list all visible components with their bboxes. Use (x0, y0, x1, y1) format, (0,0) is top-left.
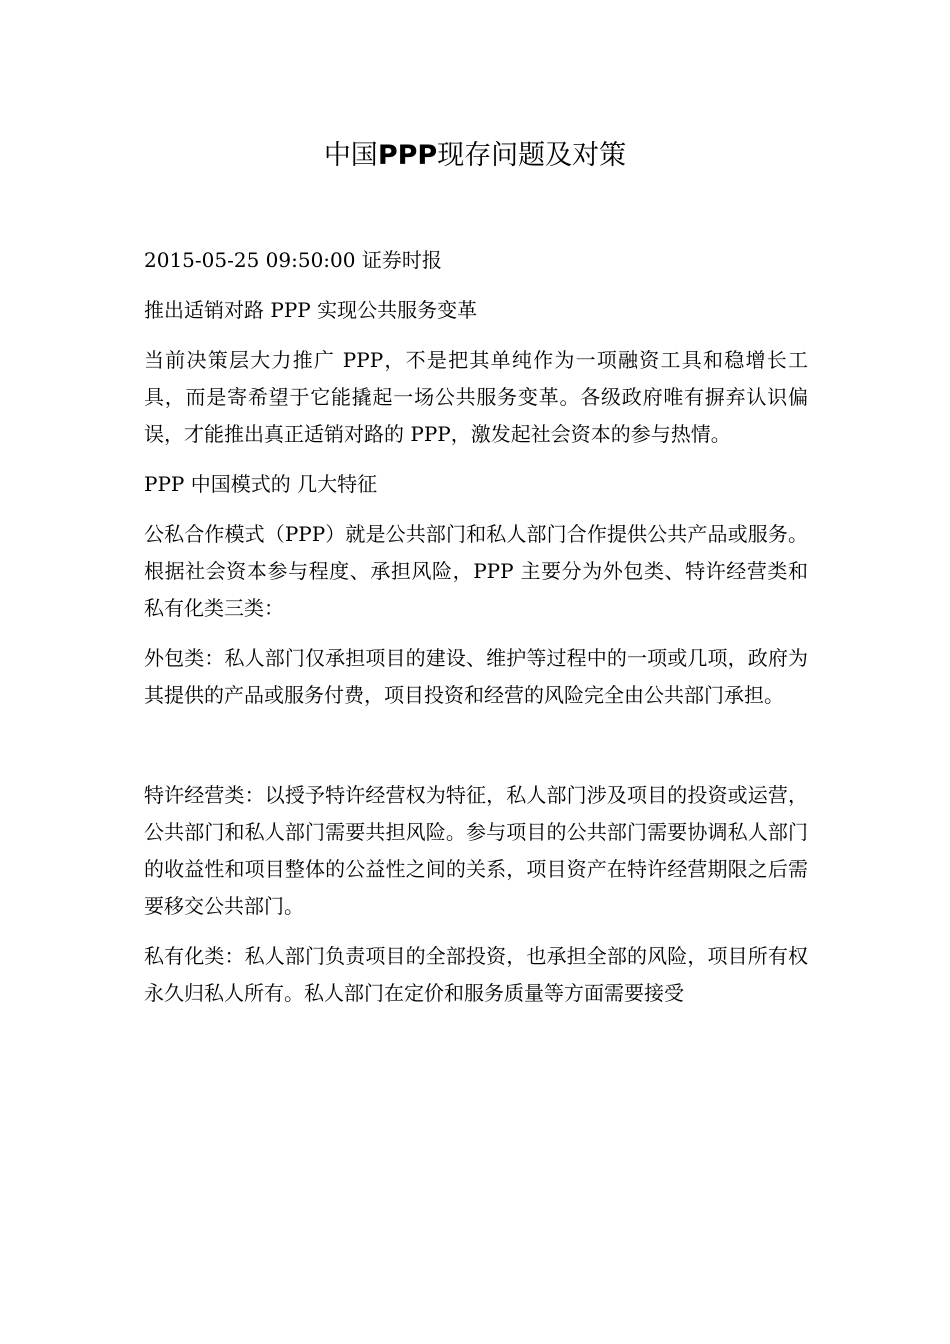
title-latin: PPP (377, 140, 438, 171)
title-suffix: 现存问题及对策 (437, 140, 627, 171)
document-title (0, 136, 950, 176)
paragraph-definition: 公私合作模式（PPP）就是公共部门和私人部门合作提供公共产品或服务。根据社会资本参与程度、承担风险，PPP 主要分为外包类、特许经营类和私有化类三类： (144, 522, 808, 620)
title-prefix: 中国 (323, 140, 378, 171)
paragraph-privatization: 私有化类：私人部门负责项目的全部投资，也承担全部的风险，项目所有权永久归私人所有。私人部门在定价和服务质量等方面需要接受 (144, 944, 808, 1005)
dateline: 2015-05-25 09:50:00 证券时报 (144, 248, 442, 272)
subheading-china-model: PPP 中国模式的 几大特征 (144, 472, 378, 496)
document-body (144, 242, 808, 1025)
paragraph-franchise: 特许经营类：以授予特许经营权为特征，私人部门涉及项目的投资或运营，公共部门和私人部门需要共担风险。参与项目的公共部门需要协调私人部门的收益性和项目整体的公益性之间的关系，项目资产在特许经营期限之后需要移交公共部门。 (144, 783, 808, 918)
paragraph-intro: 当前决策层大力推广 PPP，不是把其单纯作为一项融资工具和稳增长工具，而是寄希望于它能撬起一场公共服务变革。各级政府唯有摒弃认识偏误，才能推出真正适销对路的 PPP，激发起社会资本的参与热情。 (144, 348, 808, 446)
subheading-ppp-reform: 推出适销对路 PPP 实现公共服务变革 (144, 298, 478, 322)
paragraph-outsourcing: 外包类：私人部门仅承担项目的建设、维护等过程中的一项或几项，政府为其提供的产品或服务付费，项目投资和经营的风险完全由公共部门承担。 (144, 646, 808, 707)
